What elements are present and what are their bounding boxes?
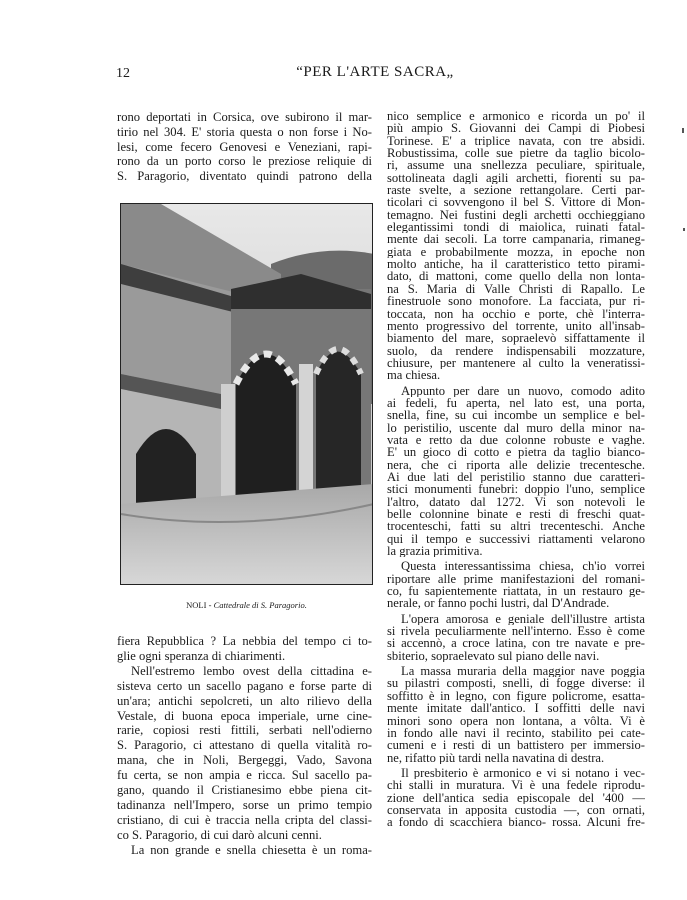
text-line: ai fedeli, fu aperta, nel lato est, una porta, xyxy=(387,396,645,410)
text-line: biamento del mare, sopraelevò siffattamente il xyxy=(387,332,645,345)
paragraph xyxy=(117,664,372,843)
text-line: belle colonnine binate e resti di freschi quat- xyxy=(387,508,645,521)
text-line: Torinese. E' a triplice navata, con tre absidi. xyxy=(387,134,645,148)
text-line: gano, quando il Cristianesimo ebbe piena cit- xyxy=(117,783,372,798)
text-line: Vestale, di buona epoca imperiale, urne cine- xyxy=(117,708,372,723)
text-line: glie ogni speranza di chiarimenti. xyxy=(117,648,286,663)
figure-caption xyxy=(120,600,373,610)
text-line: la grazia primitiva. xyxy=(387,545,483,558)
text-line: mente dai secoli. La torre campanaria, rimaneg- xyxy=(387,233,645,246)
text-line: più ampio S. Giovanni dei Campi di Piobesi xyxy=(387,122,645,135)
scan-mark xyxy=(683,228,685,231)
paragraph xyxy=(387,767,645,829)
text-line: tirio nel 304. E' storia questa o non forse i No- xyxy=(117,124,372,139)
cathedral-photo xyxy=(120,203,373,585)
paragraph xyxy=(117,634,372,664)
paragraph xyxy=(117,843,372,858)
text-line: cumeni e i resti di un battistero per immersio- xyxy=(387,739,645,752)
text-line: chi stalli in muratura. Vi è una fedele riprodu- xyxy=(387,779,645,792)
text-line: trocenteschi, fatti su altri trecenteschi. Anche xyxy=(387,520,645,533)
right-column xyxy=(387,110,645,832)
text-line: rarie, copiosi resti fittili, serbati nell'odierno xyxy=(117,723,372,738)
text-line: in fondo alle navi il recinto, stabilito pei cate- xyxy=(387,726,645,740)
paragraph xyxy=(387,665,645,764)
text-line: raste svelte, a sezione rettangolare. Certi par- xyxy=(387,184,645,197)
paragraph xyxy=(387,385,645,558)
caption-title: Cattedrale di S. Paragorio. xyxy=(213,600,307,610)
text-line: ne, rifatto più tardi nella navatina di destra. xyxy=(387,751,605,764)
text-line: qui il tempo e successivi riattamenti velarono xyxy=(387,532,645,546)
text-line: riportare alle prime manifestazioni del romani- xyxy=(387,572,645,586)
text-line: Ai due lati del peristilio stanno due caratteri- xyxy=(387,470,645,484)
text-line: Appunto per dare un nuovo, comodo adito xyxy=(401,384,645,397)
text-line: Nell'estremo lembo ovest della cittadina e- xyxy=(131,663,372,678)
text-line: S. Paragorio, diventato quindi patrono della xyxy=(117,169,372,184)
text-line: La massa muraria della maggior nave poggia xyxy=(401,665,645,678)
text-line: La non grande e snella chiesetta è un roma- xyxy=(131,842,372,857)
text-line: ri, assume una snellezza peculiare, spirituale, xyxy=(387,159,645,172)
caption-separator: - xyxy=(206,600,214,610)
paragraph xyxy=(387,613,645,662)
text-line: un'ara; antichi sepolcreti, un alto rilievo della xyxy=(117,693,372,708)
text-line: S. Paragorio, ci attestano di quella vitalità ro- xyxy=(117,738,372,753)
text-line: na S. Maria di Valle Christi di Rapallo. Le xyxy=(387,282,645,296)
text-line: su pilastri composti, snelli, di fogge diverse: il xyxy=(387,677,645,690)
text-line: cristiano, di cui è traccia nella cripta del classi- xyxy=(117,812,372,827)
text-line: Questa interessantissima chiesa, ch'io vorrei xyxy=(401,560,645,573)
text-line: l'altro, datato dal 1272. Vi son notevoli le xyxy=(387,495,645,508)
text-line: mente imitate dall'antico. I soffitti delle navi xyxy=(387,702,645,715)
text-line: toccata, non ha occhio e porte, chè l'interra- xyxy=(387,307,645,320)
text-line: fu certa, se non ampia e ricca. Sul sacello pa- xyxy=(117,768,372,783)
paragraph xyxy=(117,110,372,184)
text-line: rono deportati in Corsica, ove subirono il mar- xyxy=(117,110,372,124)
text-line: nera, che ci riporta alle delizie trecentesche. xyxy=(387,458,645,471)
text-line: conservata in apposita custodia —, con ornati, xyxy=(387,803,645,817)
text-line: suolo, da rendere indispensabili mozzature, xyxy=(387,344,645,357)
paragraph xyxy=(387,110,645,382)
text-line: sbiterio, sopraelevato sul piano delle navi. xyxy=(387,649,600,663)
text-line: ticolari ci sovvengono il bel S. Vittore di Mon- xyxy=(387,196,645,209)
text-line: si rivela peculiarmente nell'interno. Esso è come xyxy=(387,625,645,638)
cathedral-photo-image xyxy=(121,204,373,585)
paragraph xyxy=(387,560,645,609)
text-line: giata e probabilmente mozza, in epoche non xyxy=(387,245,645,259)
text-line: nico semplice e armonico e ricorda un po' il xyxy=(387,110,645,123)
text-line: molto antiche, ha il caratteristico tetto pirami- xyxy=(387,258,645,271)
text-line: ma chiesa. xyxy=(387,369,441,382)
text-line: temagno. Nei fustini degli archetti occhieggiano xyxy=(387,208,645,222)
text-line: lo peristilio, uscente dal muro della minor na- xyxy=(387,421,645,434)
page-number: 12 xyxy=(116,66,130,81)
text-line: fiera Repubblica ? La nebbia del tempo ci to- xyxy=(117,634,372,648)
text-line: lesi, come fecero Genovesi e Veneziani, rapi- xyxy=(117,139,372,154)
text-line: Robustissima, colle sue pietre da taglio bicolo- xyxy=(387,147,645,160)
text-line: co, fu sapientemente riattata, in un restauro ge- xyxy=(387,585,645,598)
text-line: nerale, or fanno pochi lustri, dal D'Andrade. xyxy=(387,597,610,610)
text-line: mana, che in Noli, Bergeggi, Vado, Savona xyxy=(117,753,372,768)
text-line: sisteva certo un sacello pagano e forse parte di xyxy=(117,678,372,693)
left-column-top xyxy=(117,110,372,184)
running-title: “PER L'ARTE SACRA„ xyxy=(296,64,454,80)
text-line: minori sono opera non lontana, a vôlta. Vi è xyxy=(387,714,645,727)
text-line: tadinanza nell'Impero, sorse un primo tempio xyxy=(117,797,372,812)
text-line: dato, di mattoni, come quello della non lonta- xyxy=(387,270,645,283)
text-line: chiusure, per mantenere al culto la veneratissi- xyxy=(387,356,645,370)
left-column-bottom xyxy=(117,634,372,858)
text-line: snella, fine, su cui incombe un semplice e bel- xyxy=(387,409,645,422)
text-line: co S. Paragorio, di cui darò alcuni cenni. xyxy=(117,827,322,842)
text-line: zione dell'antica sedia episcopale del '400 — xyxy=(387,791,645,804)
caption-place: NOLI xyxy=(186,600,207,610)
text-line: L'opera amorosa e geniale dell'illustre artista xyxy=(401,612,645,626)
text-line: a fondo di scacchiera bianco- rossa. Alcuni fre- xyxy=(387,816,645,829)
text-line: rono da un porto corso le preziose reliquie di xyxy=(117,154,372,169)
text-line: finestruole sono monofore. La facciata, pur ri- xyxy=(387,295,645,308)
scan-mark xyxy=(682,128,684,133)
text-line: Il presbiterio è armonico e vi si notano i vec- xyxy=(401,766,645,780)
text-line: mento progressivo del torrente, unito all'insab- xyxy=(387,319,645,333)
text-line: sottolineata dagli agili archetti, fiorenti su pa- xyxy=(387,171,645,185)
text-line: E' un gioco di cotto e pietra da taglio bianco- xyxy=(387,446,645,459)
text-line: soffitto è in legno, con figure policrome, esatta- xyxy=(387,689,645,703)
text-line: stici monumenti funebri: doppio l'uno, semplice xyxy=(387,483,645,496)
text-line: vata e retto da due colonne robuste e vaghe. xyxy=(387,433,645,447)
text-line: elegantissimi tondi di maiolica, ruinati fatal- xyxy=(387,221,645,234)
text-line: si accennò, a croce latina, con tre navate e pre- xyxy=(387,637,645,650)
